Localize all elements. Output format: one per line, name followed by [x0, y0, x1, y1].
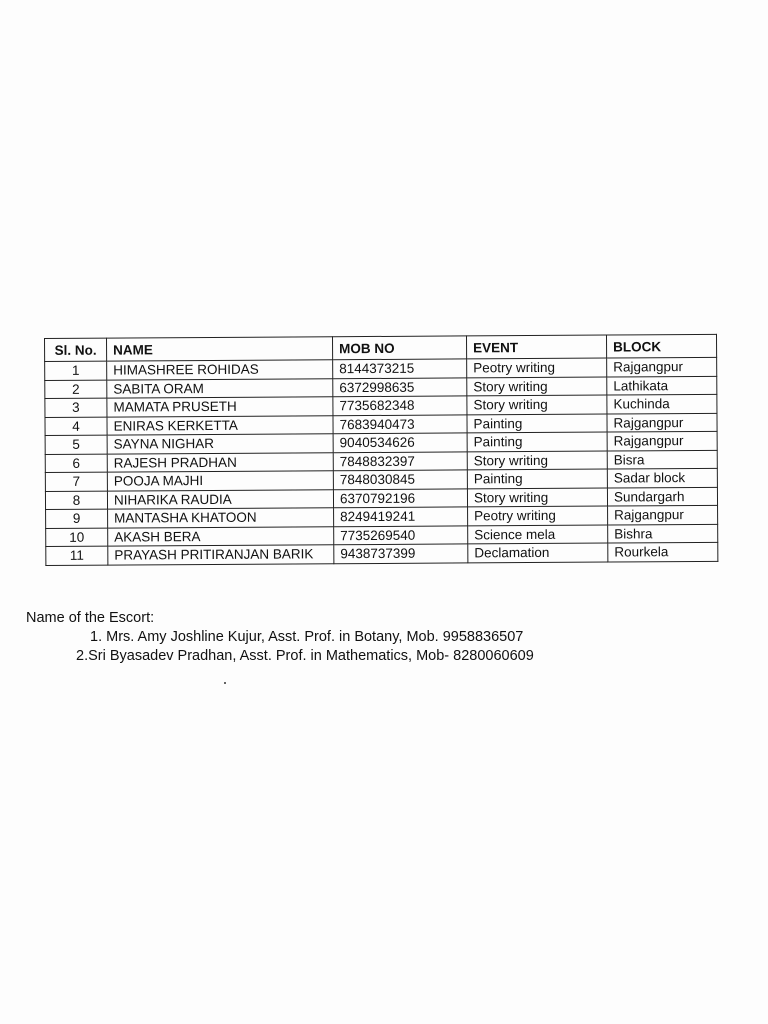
- header-name: NAME: [107, 337, 333, 361]
- cell-block: Rajgangpur: [607, 431, 717, 450]
- participants-table: [44, 334, 718, 566]
- cell-sl-no: 1: [45, 361, 107, 380]
- cell-sl-no: 4: [45, 417, 107, 436]
- cell-name: MAMATA PRUSETH: [107, 397, 333, 417]
- cell-mob-no: 9040534626: [333, 433, 467, 452]
- escort-section: [26, 609, 534, 666]
- cell-event: Peotry writing: [468, 506, 608, 525]
- cell-mob-no: 8144373215: [333, 359, 467, 378]
- cell-block: Rajgangpur: [607, 413, 717, 432]
- cell-mob-no: 7848030845: [333, 470, 467, 489]
- scan-speck: [224, 682, 226, 684]
- cell-sl-no: 2: [45, 380, 107, 399]
- cell-block: Kuchinda: [607, 394, 717, 413]
- cell-event: Declamation: [468, 543, 608, 562]
- cell-block: Rajgangpur: [608, 505, 718, 524]
- cell-sl-no: 6: [45, 454, 107, 473]
- escort-line-1: 1. Mrs. Amy Joshline Kujur, Asst. Prof. in Botany, Mob. 9958836507: [90, 629, 524, 645]
- cell-mob-no: 6370792196: [333, 488, 467, 507]
- cell-sl-no: 3: [45, 398, 107, 417]
- cell-sl-no: 10: [46, 528, 108, 547]
- cell-mob-no: 7848832397: [333, 451, 467, 470]
- cell-name: PRAYASH PRITIRANJAN BARIK: [108, 545, 334, 565]
- cell-name: MANTASHA KHATOON: [108, 508, 334, 528]
- cell-event: Peotry writing: [467, 358, 607, 377]
- cell-name: AKASH BERA: [108, 526, 334, 546]
- participants-table-wrapper: [44, 334, 717, 566]
- cell-name: SABITA ORAM: [107, 378, 333, 398]
- cell-mob-no: 7683940473: [333, 414, 467, 433]
- cell-block: Lathikata: [607, 376, 717, 395]
- cell-event: Science mela: [468, 525, 608, 544]
- cell-name: POOJA MAJHI: [107, 471, 333, 491]
- cell-sl-no: 9: [46, 509, 108, 528]
- cell-mob-no: 7735682348: [333, 396, 467, 415]
- cell-block: Sundargarh: [607, 487, 717, 506]
- cell-event: Painting: [467, 414, 607, 433]
- cell-name: NIHARIKA RAUDIA: [107, 489, 333, 509]
- header-sl-no: Sl. No.: [45, 338, 107, 361]
- cell-sl-no: 5: [45, 435, 107, 454]
- table-header-row: [45, 334, 717, 361]
- cell-event: Painting: [467, 469, 607, 488]
- cell-block: Bishra: [608, 524, 718, 543]
- escort-line-2: 2.Sri Byasadev Pradhan, Asst. Prof. in Mathematics, Mob- 8280060609: [76, 648, 534, 664]
- cell-sl-no: 8: [45, 491, 107, 510]
- cell-event: Story writing: [467, 377, 607, 396]
- cell-block: Rajgangpur: [607, 357, 717, 376]
- cell-mob-no: 7735269540: [334, 525, 468, 544]
- cell-mob-no: 8249419241: [334, 507, 468, 526]
- cell-block: Bisra: [607, 450, 717, 469]
- cell-mob-no: 6372998635: [333, 377, 467, 396]
- cell-sl-no: 11: [46, 546, 108, 565]
- header-event: EVENT: [466, 335, 606, 359]
- cell-mob-no: 9438737399: [334, 544, 468, 563]
- cell-name: ENIRAS KERKETTA: [107, 415, 333, 435]
- header-block: BLOCK: [606, 334, 716, 358]
- table-row: [46, 542, 718, 565]
- table-body: [45, 357, 718, 565]
- cell-event: Painting: [467, 432, 607, 451]
- cell-block: Rourkela: [608, 542, 718, 561]
- cell-event: Story writing: [467, 488, 607, 507]
- header-mob-no: MOB NO: [332, 336, 466, 360]
- cell-name: SAYNA NIGHAR: [107, 434, 333, 454]
- cell-name: HIMASHREE ROHIDAS: [107, 360, 333, 380]
- escort-label: Name of the Escort:: [26, 610, 155, 626]
- cell-block: Sadar block: [607, 468, 717, 487]
- cell-event: Story writing: [467, 395, 607, 414]
- cell-sl-no: 7: [45, 472, 107, 491]
- cell-event: Story writing: [467, 451, 607, 470]
- cell-name: RAJESH PRADHAN: [107, 452, 333, 472]
